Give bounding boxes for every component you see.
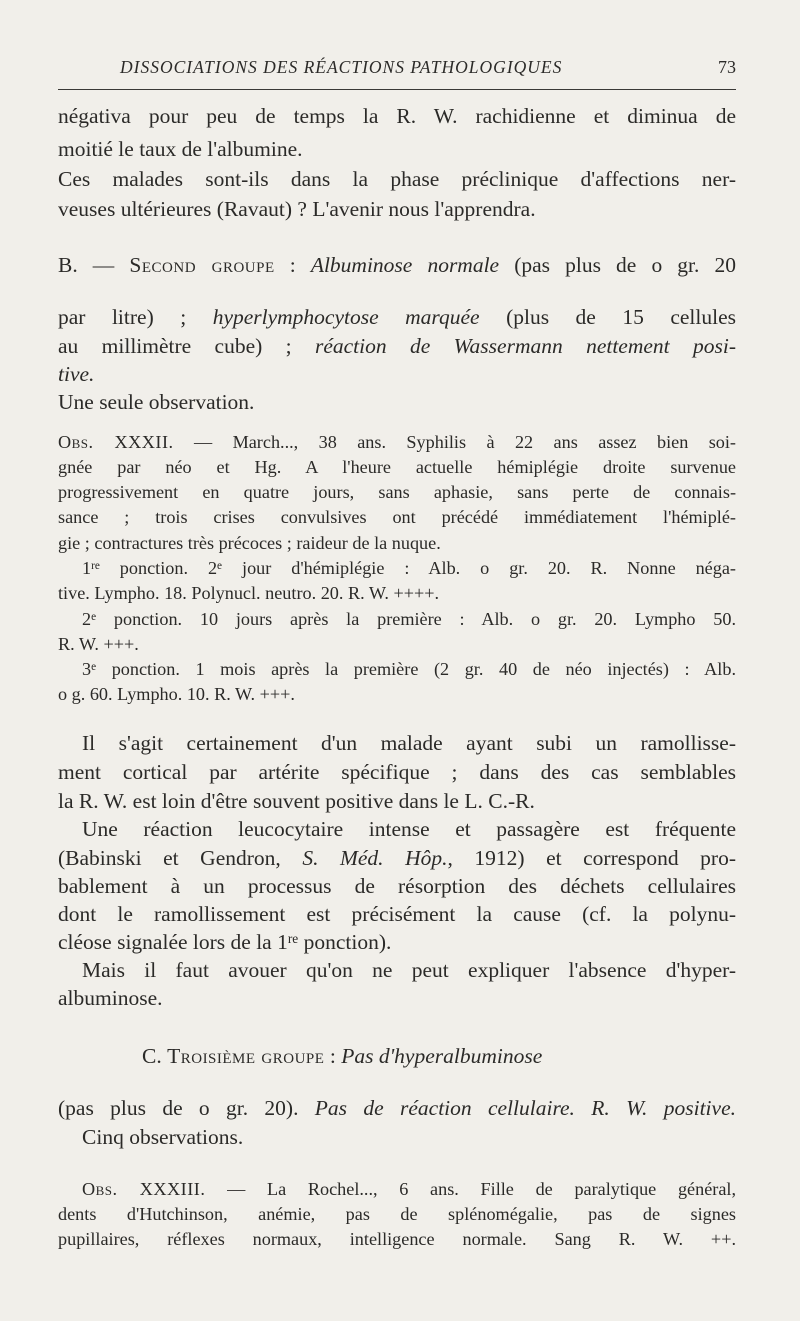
text-line: Ces malades sont-ils dans la phase préclinique d'affections ner-	[58, 167, 736, 191]
text-span: 2	[82, 609, 92, 629]
obs-line: gie ; contractures très précoces ; raideur de la nuque.	[58, 533, 441, 553]
obs-line	[82, 658, 736, 680]
text-line: moitié le taux de l'albumine.	[58, 137, 303, 161]
text-line	[58, 845, 736, 871]
text-line: négativa pour peu de temps la R. W. rachidienne et diminua de	[58, 104, 736, 128]
text-span: 1	[82, 558, 92, 578]
text-line: Cinq observations.	[82, 1125, 244, 1149]
section-b-heading	[58, 252, 736, 278]
italic-span: Pas de réaction cellulaire. R. W. positive.	[314, 1096, 736, 1120]
text-span: (Babinski et Gendron,	[58, 846, 303, 870]
text-span: jour d'hémiplégie : Alb. o gr. 20. R. Nonne néga-	[222, 558, 736, 578]
text-line	[58, 333, 736, 359]
running-title: DISSOCIATIONS DES RÉACTIONS PATHOLOGIQUES	[120, 57, 563, 77]
text-span: 3	[82, 659, 92, 679]
text-span: ponction. 10 jours après la première : Alb. o gr. 20. Lympho 50.	[96, 609, 736, 629]
superscript: re	[287, 931, 299, 947]
text-span: cléose signalée lors de la 1	[58, 930, 288, 954]
text-span: par litre) ;	[58, 305, 213, 329]
text-line	[58, 304, 736, 330]
obs-line	[82, 1178, 736, 1200]
obs-label: Obs. XXXIII.	[82, 1179, 206, 1199]
italic-span: hyperlymphocytose marquée	[212, 305, 480, 329]
italic-span: tive.	[58, 362, 95, 386]
heading-group: Second groupe	[129, 253, 275, 277]
text-line	[58, 1095, 736, 1121]
obs-line: sance ; trois crises convulsives ont précédé immédiatement l'hémiplé-	[58, 507, 736, 527]
heading-prefix: B. —	[58, 253, 130, 277]
text-span: (pas plus de o gr. 20).	[58, 1096, 315, 1120]
text-span: ponction. 2	[99, 558, 218, 578]
text-line: dont le ramollissement est précisément la cause (cf. la polynu-	[58, 902, 736, 926]
text-line: Il s'agit certainement d'un malade ayant subi un ramollisse-	[82, 731, 736, 755]
obs-label: Obs. XXXII.	[58, 432, 174, 452]
obs-line: o g. 60. Lympho. 10. R. W. +++.	[58, 684, 295, 704]
heading-group: Troisième groupe	[167, 1044, 325, 1068]
heading-italic: Albuminose normale	[310, 253, 500, 277]
heading-rest: (pas plus de o gr. 20	[499, 253, 736, 277]
text-span: — March..., 38 ans. Syphilis à 22 ans assez bien soi-	[173, 432, 736, 452]
text-line: ment cortical par artérite spécifique ; dans des cas semblables	[58, 760, 736, 784]
italic-span: réaction de Wassermann nettement posi-	[314, 334, 736, 358]
obs-line	[82, 557, 736, 579]
section-c-heading	[142, 1043, 736, 1069]
text-span: ponction).	[298, 930, 392, 954]
heading-colon: :	[324, 1044, 342, 1068]
running-header	[58, 57, 736, 85]
text-line: la R. W. est loin d'être souvent positive dans le L. C.-R.	[58, 789, 535, 813]
heading-italic: Pas d'hyperalbuminose	[341, 1044, 543, 1068]
text-line: bablement à un processus de résorption des déchets cellulaires	[58, 874, 736, 898]
obs-line: pupillaires, réflexes normaux, intelligence normale. Sang R. W. ++.	[58, 1229, 736, 1249]
obs-line: dents d'Hutchinson, anémie, pas de splénomégalie, pas de signes	[58, 1204, 736, 1224]
obs-line: R. W. +++.	[58, 634, 139, 654]
text-line: Une seule observation.	[58, 390, 255, 414]
text-span: au millimètre cube) ;	[58, 334, 315, 358]
text-span: (plus de 15 cellules	[479, 305, 736, 329]
heading-colon: :	[274, 253, 311, 277]
superscript: e	[217, 559, 223, 572]
text-span: ponction. 1 mois après la première (2 gr. 40 de néo injectés) : Alb.	[96, 659, 736, 679]
page-number: 73	[718, 57, 736, 77]
obs-line: tive. Lympho. 18. Polynucl. neutro. 20. R. W. ++++.	[58, 583, 440, 603]
obs-line	[58, 431, 736, 453]
superscript: e	[91, 660, 97, 673]
text-line: Une réaction leucocytaire intense et passagère est fréquente	[82, 817, 736, 841]
italic-span: S. Méd. Hôp.	[302, 846, 448, 870]
superscript: re	[91, 559, 100, 572]
text-span: , 1912) et correspond pro-	[447, 846, 736, 870]
text-span: — La Rochel..., 6 ans. Fille de paralytique général,	[205, 1179, 737, 1199]
obs-line: gnée par néo et Hg. A l'heure actuelle hémiplégie droite survenue	[58, 457, 736, 477]
text-line	[58, 361, 736, 387]
obs-line: progressivement en quatre jours, sans aphasie, sans perte de connais-	[58, 482, 736, 502]
text-line	[58, 929, 736, 955]
text-line: veuses ultérieures (Ravaut) ? L'avenir nous l'apprendra.	[58, 197, 536, 221]
header-rule	[58, 89, 736, 90]
heading-prefix: C.	[142, 1044, 168, 1068]
text-line: Mais il faut avouer qu'on ne peut expliquer l'absence d'hyper-	[82, 958, 736, 982]
text-line: albuminose.	[58, 986, 163, 1010]
obs-line	[82, 608, 736, 630]
superscript: e	[91, 610, 97, 623]
